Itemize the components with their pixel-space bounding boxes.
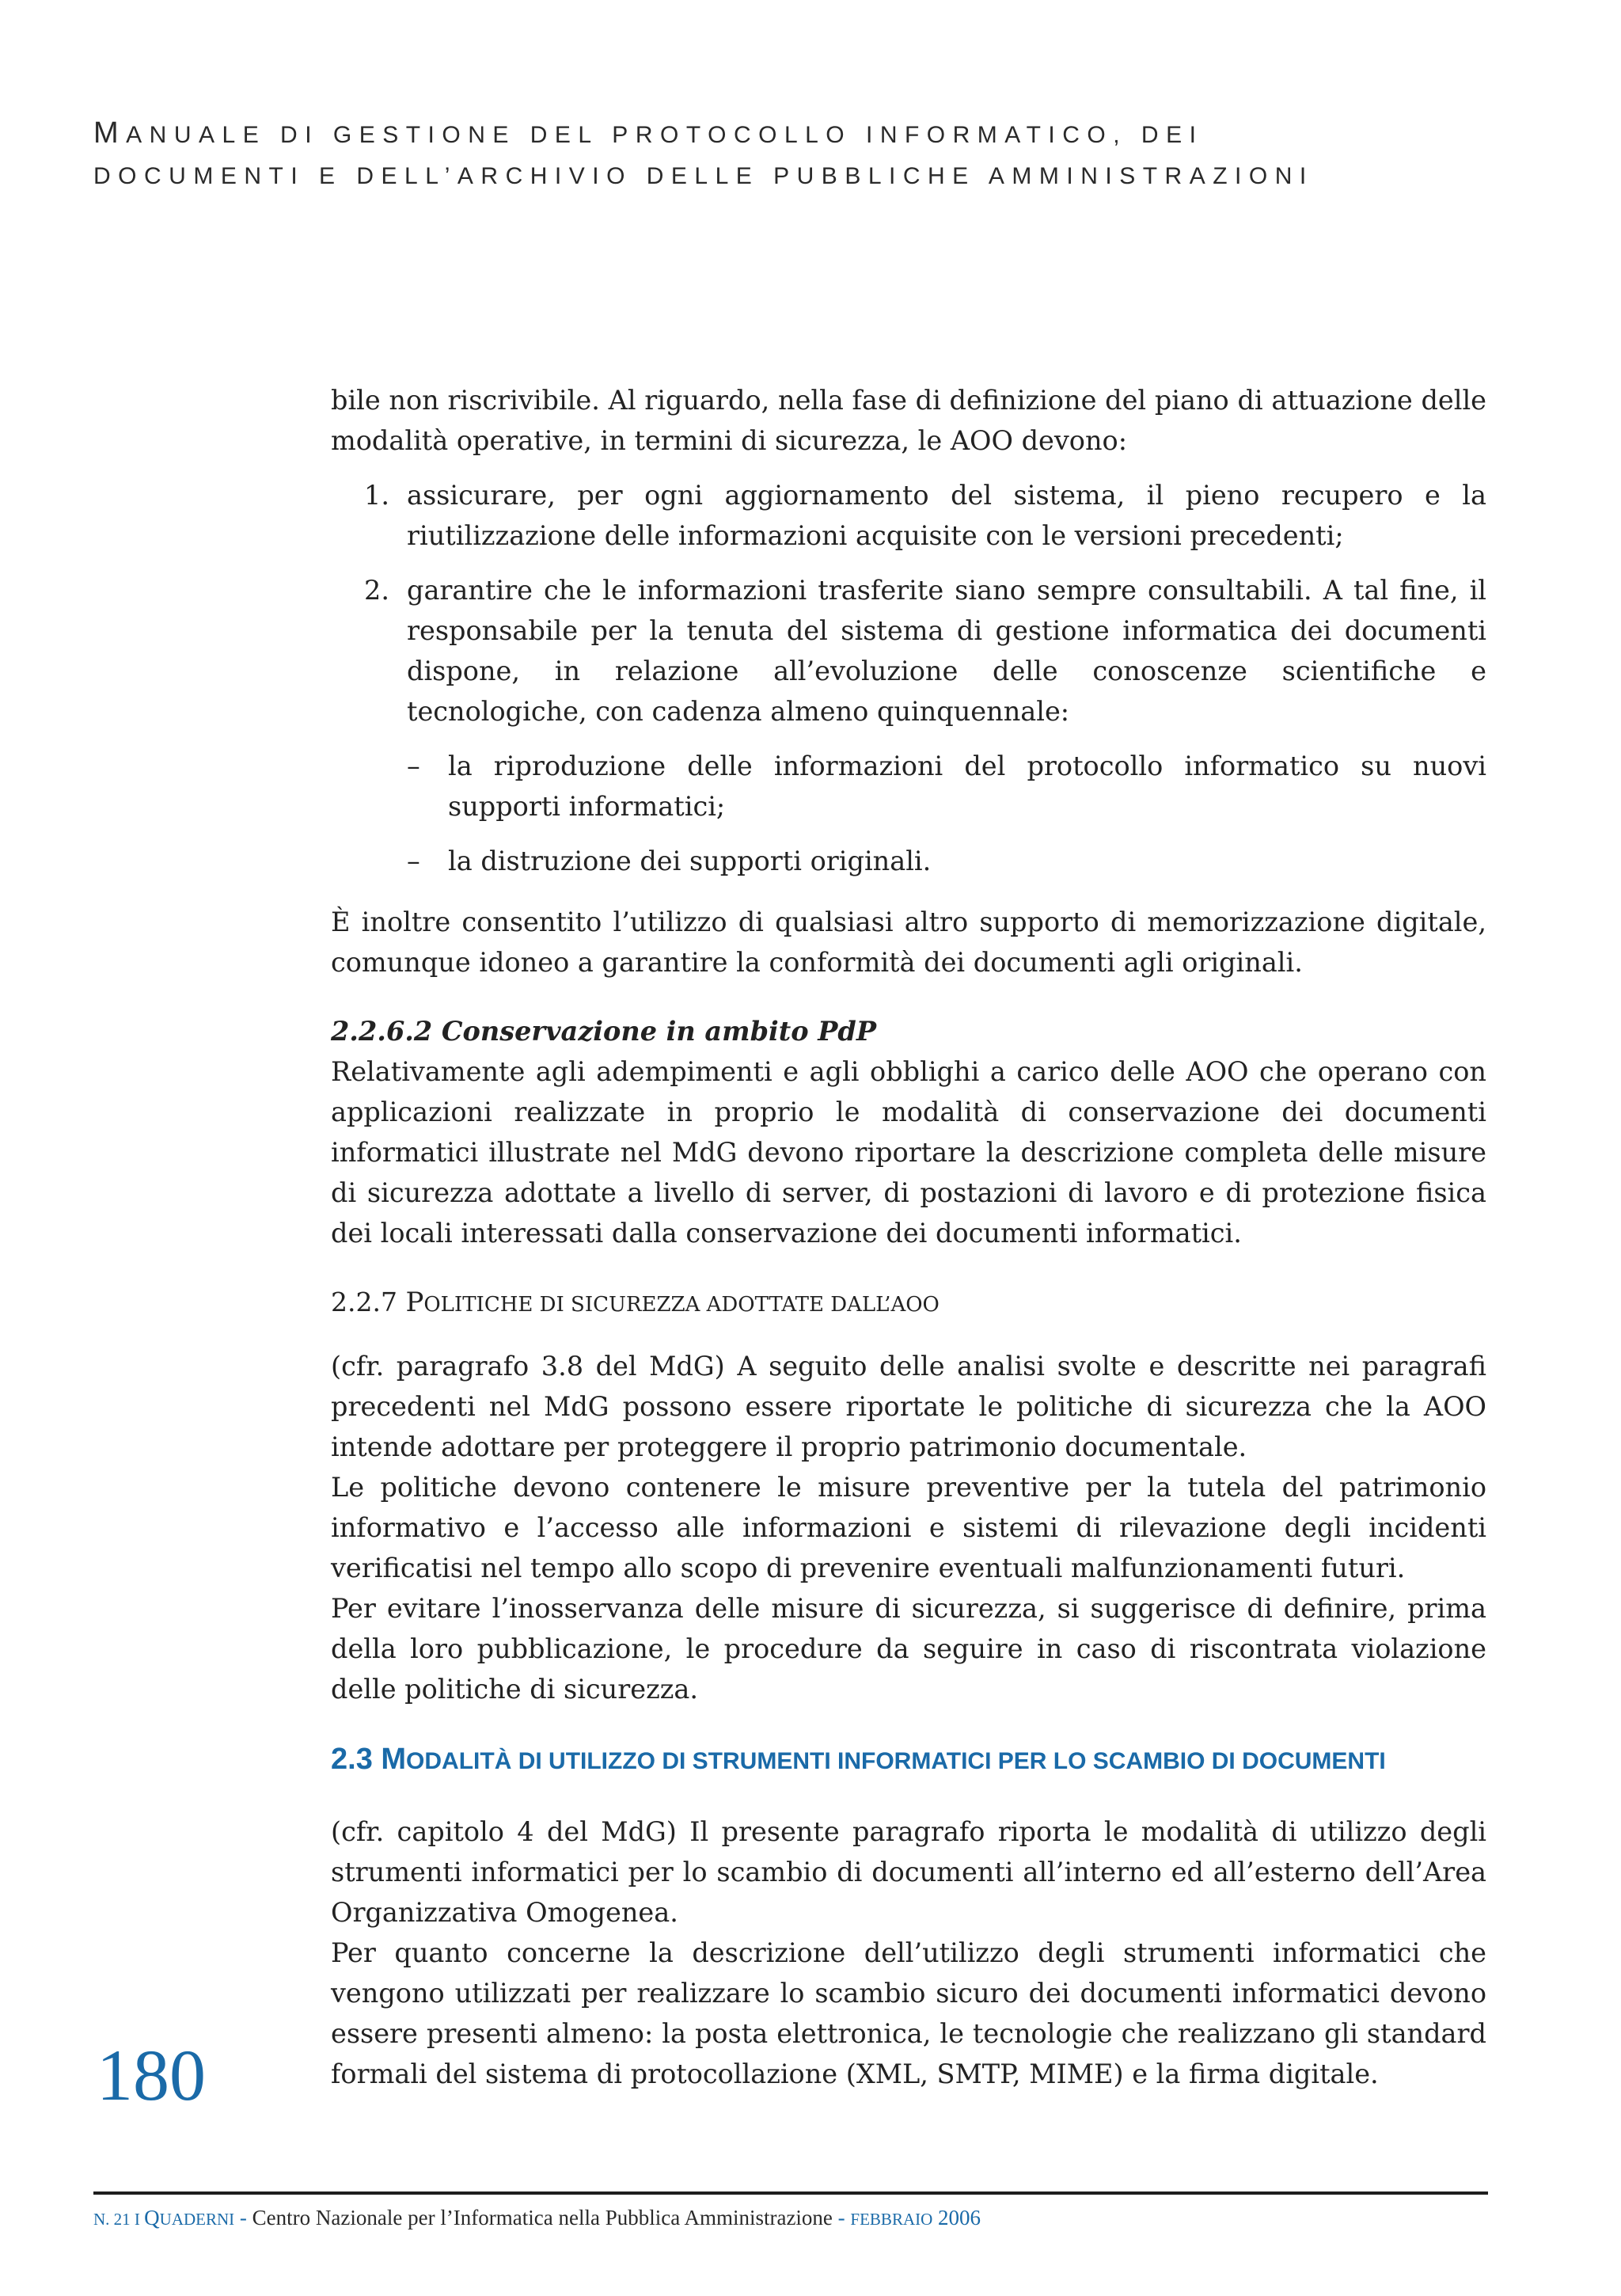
list-item: 2. garantire che le informazioni trasferite siano sempre consultabili. A tal fine, il responsabile per la tenuta del sistema di gestione informatica dei documenti dispone, in relazione all’evoluzione delle conoscenze scientifiche e tecnologiche, con cadenza almeno quinquennale: <box>364 575 1486 727</box>
section-heading-227: 2.2.7 POLITICHE DI SICUREZZA ADOTTATE DALL’AOO <box>331 1287 940 1318</box>
sublist-item: – la riproduzione delle informazioni del protocollo informatico su nuovi supporti informatici; <box>407 751 1486 822</box>
paragraph-227-c: Per evitare l’inosservanza delle misure di sicurezza, si suggerisce di definire, prima della loro pubblicazione, le procedure da seguire in caso di riscontrata violazione delle politiche di sicurezza. <box>331 1593 1486 1705</box>
paragraph-23-b: Per quanto concerne la descrizione dell’utilizzo degli strumenti informatici che vengono utilizzati per realizzare lo scambio sicuro dei documenti informatici devono essere presenti almeno: la posta elettronica, le tecnologie che realizzano gli standard formali del sistema di protocollazione (XML, SMTP, MIME) e la firma digitale. <box>331 1937 1486 2089</box>
page-footer: N. 21 I QUADERNI - Centro Nazionale per l’Informatica nella Pubblica Amministrazione - FEBBRAIO 2006 <box>93 2206 981 2229</box>
list-item: 1. assicurare, per ogni aggiornamento del sistema, il pieno recupero e la riutilizzazione delle informazioni acquisite con le versioni precedenti; <box>364 480 1486 551</box>
footer-rule <box>93 2191 1488 2195</box>
running-header-line-2: DOCUMENTI E DELL’ARCHIVIO DELLE PUBBLICHE AMMINISTRAZIONI <box>93 163 1314 189</box>
running-header-line-1: MANUALE DI GESTIONE DEL PROTOCOLLO INFORMATICO, DEI <box>93 116 1204 150</box>
page-number: 180 <box>97 2035 206 2115</box>
paragraph-2262: Relativamente agli adempimenti e agli obblighi a carico delle AOO che operano con applicazioni realizzate in proprio le modalità di conservazione dei documenti informatici illustrate nel MdG devono riportare la descrizione completa delle misure di sicurezza adottate a livello di server, di postazioni di lavoro e di protezione fisica dei locali interessati dalla conservazione dei documenti informatici. <box>331 1056 1486 1249</box>
paragraph-intro: bile non riscrivibile. Al riguardo, nella fase di definizione del piano di attuazione delle modalità operative, in termini di sicurezza, le AOO devono: <box>331 385 1486 456</box>
paragraph-227-b: Le politiche devono contenere le misure preventive per la tutela del patrimonio informativo e l’accesso alle informazioni e sistemi di rilevazione degli incidenti verificatisi nel tempo allo scopo di prevenire eventuali malfunzionamenti futuri. <box>331 1472 1486 1583</box>
paragraph-also: È inoltre consentito l’utilizzo di qualsiasi altro supporto di memorizzazione digitale, comunque idoneo a garantire la conformità dei documenti agli originali. <box>331 907 1486 978</box>
section-heading-23: 2.3 MODALITÀ DI UTILIZZO DI STRUMENTI INFORMATICI PER LO SCAMBIO DI DOCUMENTI <box>331 1743 1386 1776</box>
paragraph-227-a: (cfr. paragrafo 3.8 del MdG) A seguito delle analisi svolte e descritte nei paragrafi precedenti nel MdG possono essere riportate le politiche di sicurezza che la AOO intende adottare per proteggere il proprio patrimonio documentale. <box>331 1351 1486 1462</box>
paragraph-23-a: (cfr. capitolo 4 del MdG) Il presente paragrafo riporta le modalità di utilizzo degli strumenti informatici per lo scambio di documenti all’interno ed all’esterno dell’Area Organizzativa Omogenea. <box>331 1816 1486 1928</box>
sublist-item: – la distruzione dei supporti originali. <box>407 846 932 876</box>
main-text-column <box>331 380 1486 2094</box>
running-header <box>93 112 1518 197</box>
subsection-heading-2262: 2.2.6.2 Conservazione in ambito PdP <box>331 1016 877 1047</box>
